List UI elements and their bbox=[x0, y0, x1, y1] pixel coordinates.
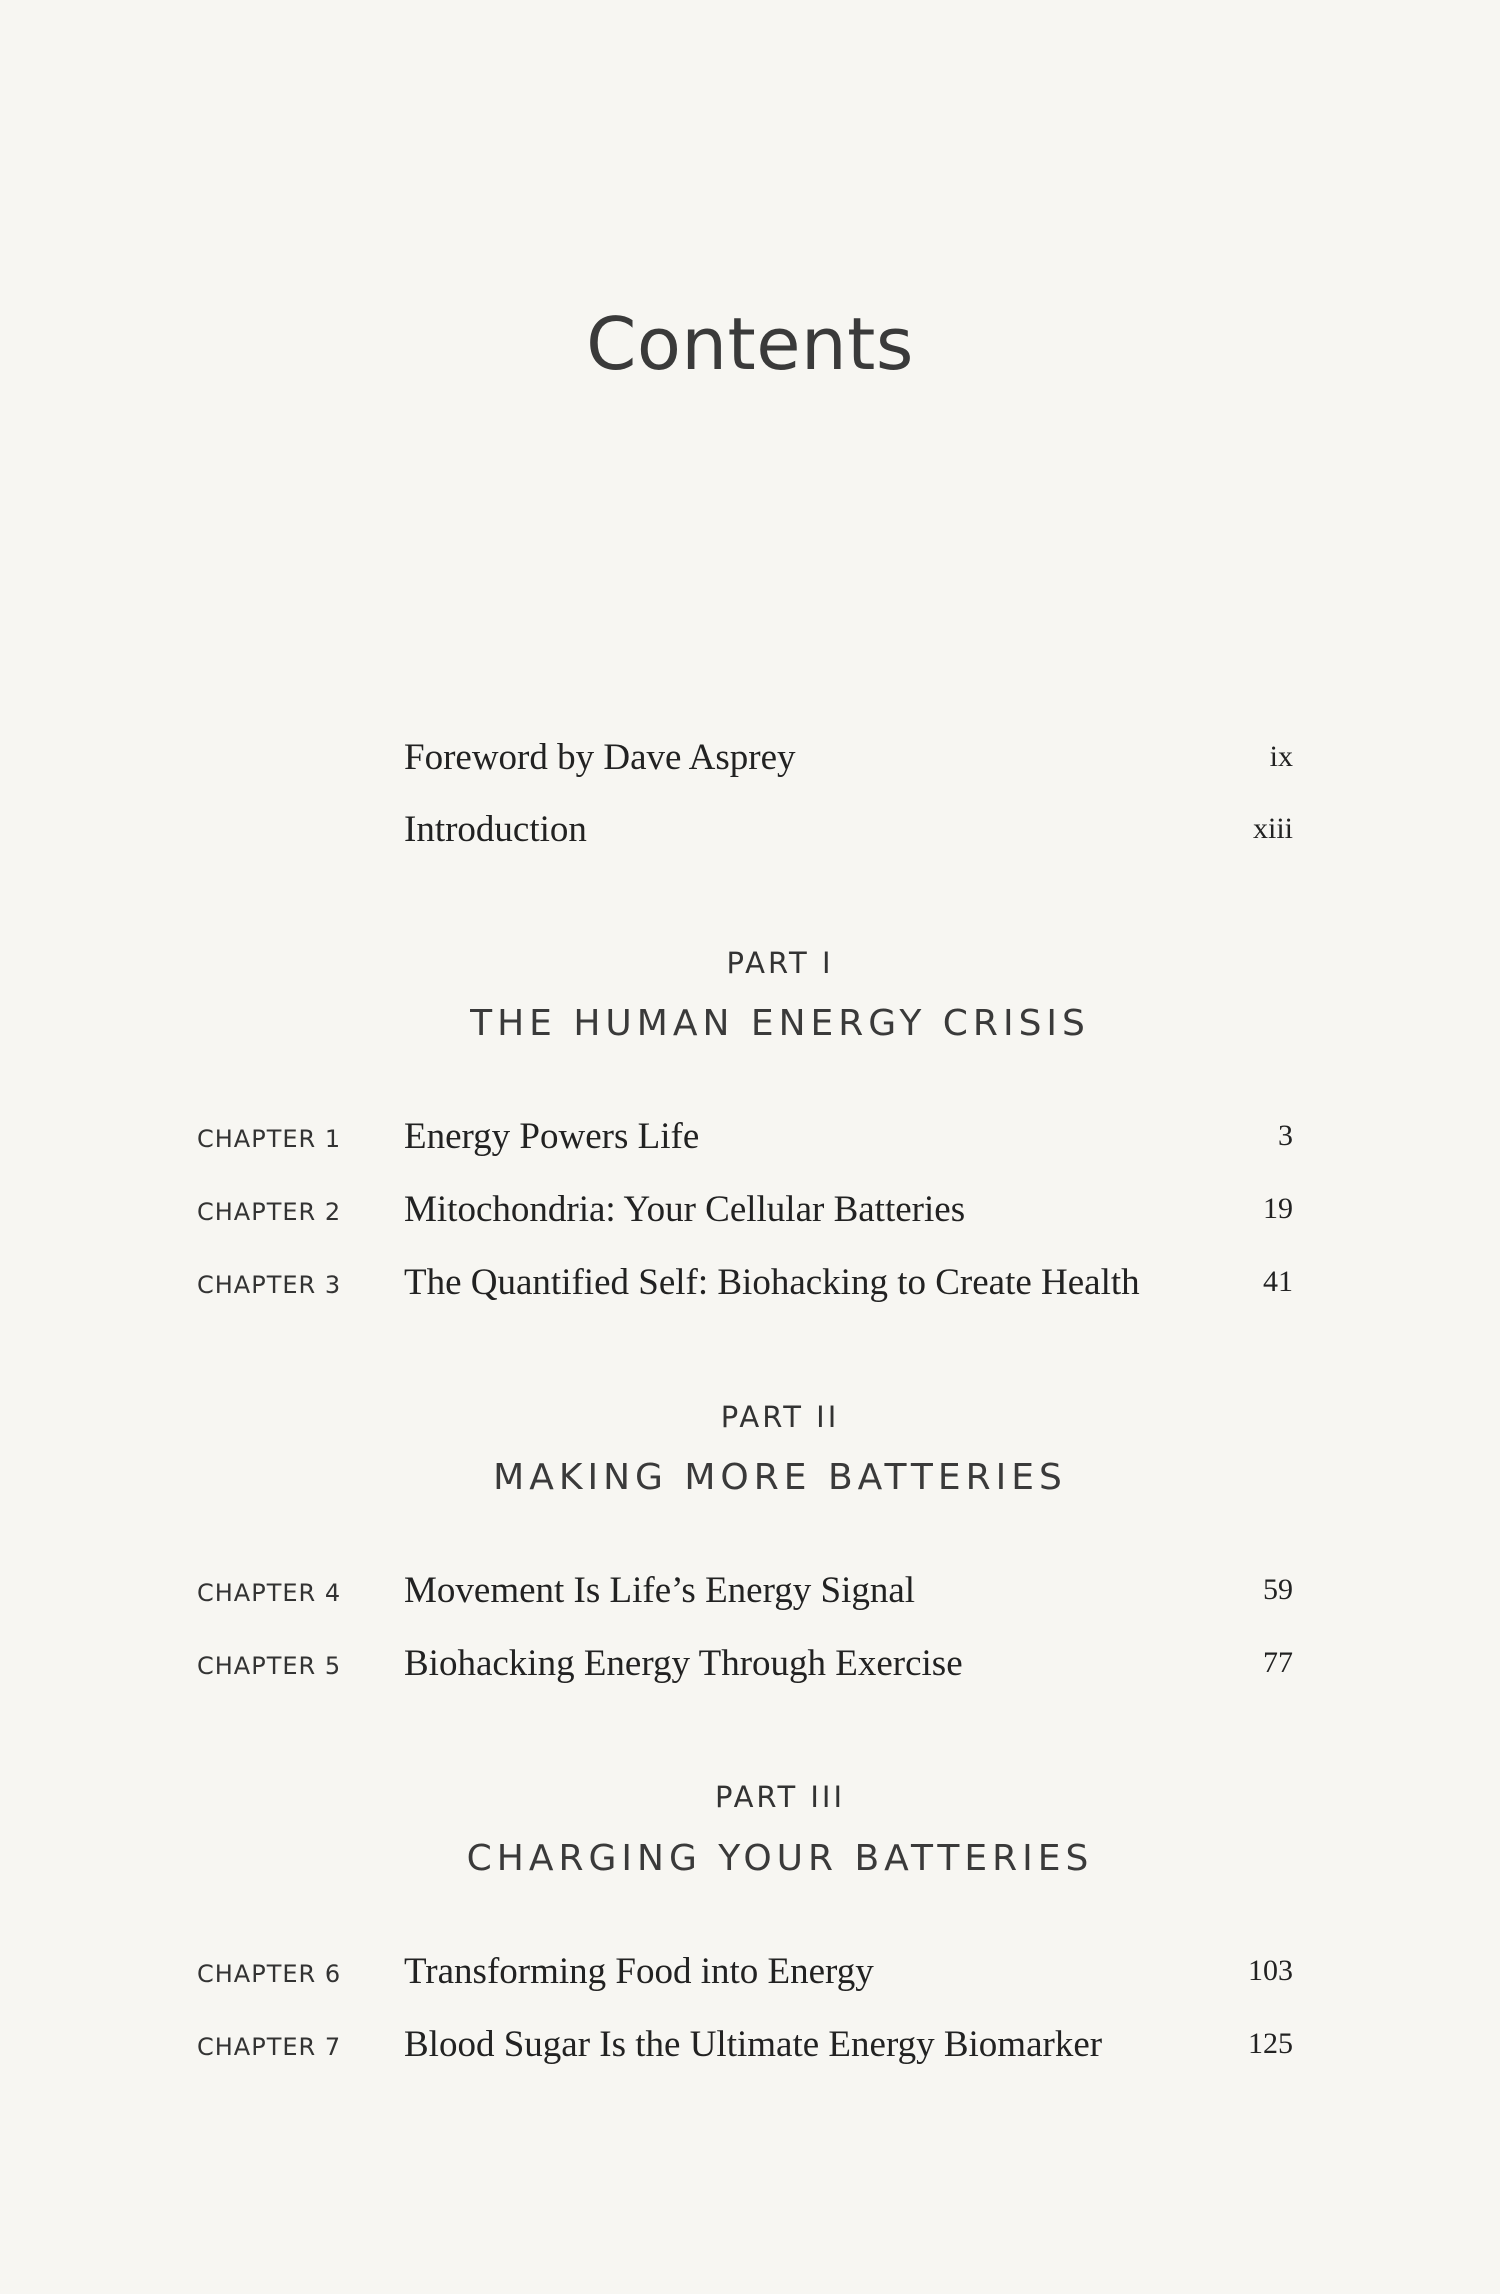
chapter-page: 77 bbox=[1263, 1646, 1293, 1679]
toc-chapter-row bbox=[0, 1115, 1500, 1175]
toc-entry-title: Foreword by Dave Asprey bbox=[404, 737, 796, 778]
toc-chapter-row bbox=[0, 2023, 1500, 2083]
chapter-page: 3 bbox=[1278, 1119, 1293, 1152]
toc-entry-foreword bbox=[0, 736, 1500, 796]
chapter-label: CHAPTER 2 bbox=[197, 1198, 342, 1226]
chapter-title: Biohacking Energy Through Exercise bbox=[404, 1643, 963, 1684]
chapter-page: 103 bbox=[1248, 1954, 1293, 1987]
chapter-label: CHAPTER 1 bbox=[197, 1125, 342, 1153]
toc-entry-page: xiii bbox=[1252, 812, 1293, 845]
chapter-title: Mitochondria: Your Cellular Batteries bbox=[404, 1189, 966, 1230]
chapter-title: The Quantified Self: Biohacking to Create Health bbox=[404, 1262, 1140, 1303]
chapter-label: CHAPTER 3 bbox=[197, 1271, 342, 1299]
toc-chapter-row bbox=[0, 1950, 1500, 2010]
page-title: Contents bbox=[586, 302, 914, 386]
part-label: PART III bbox=[714, 1780, 846, 1814]
chapter-title: Blood Sugar Is the Ultimate Energy Biomarker bbox=[404, 2024, 1103, 2065]
chapter-title: Movement Is Life’s Energy Signal bbox=[404, 1570, 916, 1611]
part-title: THE HUMAN ENERGY CRISIS bbox=[470, 1003, 1090, 1044]
chapter-page: 125 bbox=[1248, 2027, 1293, 2060]
toc-chapter-row bbox=[0, 1188, 1500, 1248]
part-label: PART II bbox=[720, 1400, 840, 1434]
chapter-label: CHAPTER 4 bbox=[197, 1579, 342, 1607]
part-title: CHARGING YOUR BATTERIES bbox=[466, 1838, 1094, 1879]
part-title: MAKING MORE BATTERIES bbox=[493, 1457, 1067, 1498]
toc-entry-title: Introduction bbox=[404, 809, 587, 850]
toc-chapter-row bbox=[0, 1642, 1500, 1702]
chapter-label: CHAPTER 5 bbox=[197, 1652, 342, 1680]
part-label: PART I bbox=[726, 946, 834, 980]
toc-entry-introduction bbox=[0, 808, 1500, 868]
chapter-page: 59 bbox=[1263, 1573, 1293, 1606]
chapter-page: 41 bbox=[1263, 1265, 1293, 1298]
chapter-label: CHAPTER 7 bbox=[197, 2033, 342, 2061]
toc-chapter-row bbox=[0, 1569, 1500, 1629]
toc-chapter-row bbox=[0, 1261, 1500, 1321]
chapter-title: Transforming Food into Energy bbox=[404, 1951, 874, 1992]
chapter-label: CHAPTER 6 bbox=[197, 1960, 342, 1988]
chapter-page: 19 bbox=[1263, 1192, 1293, 1225]
toc-entry-page: ix bbox=[1269, 740, 1293, 773]
chapter-title: Energy Powers Life bbox=[404, 1116, 700, 1157]
